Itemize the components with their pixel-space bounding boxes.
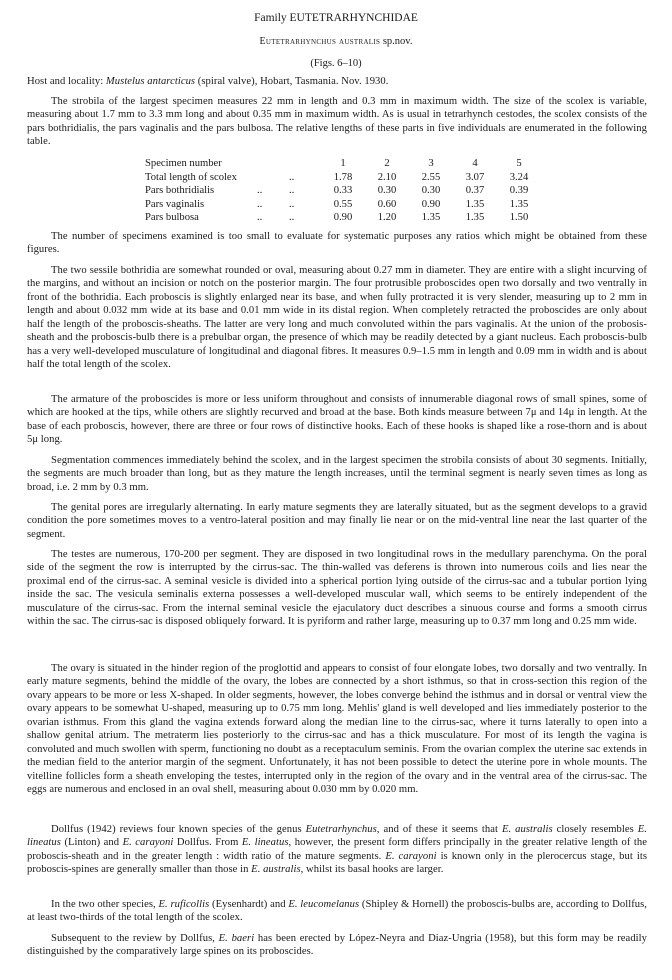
- host-locality-line: [27, 75, 647, 88]
- species-name: E. australis: [251, 864, 301, 876]
- table-cell: 0.33: [333, 185, 353, 197]
- text-run: is known only in the plerocercus stage, but its proboscis-spines are generally smaller than those in: [27, 850, 647, 876]
- paragraph-testes: [27, 548, 647, 629]
- table-dots: ..: [257, 198, 263, 210]
- table-cell: 2.10: [377, 171, 397, 183]
- table-cell: 0.90: [421, 198, 441, 210]
- paragraph-strobila: [27, 95, 647, 149]
- table-cell: 0.30: [421, 185, 441, 197]
- table-cell: 1.35: [421, 212, 441, 224]
- species-name: E. carayoni: [385, 850, 437, 862]
- text-run: Dollfus. From: [173, 837, 242, 849]
- text-run: has been erected by López-Neyra and Diaz-Ungria (1958), but this form may be readily distinguished by the comparatively large spines on its proboscides.: [27, 933, 647, 958]
- species-name: E. lineatus: [27, 824, 647, 849]
- table-dots: [257, 171, 289, 185]
- table-dots: ..: [289, 212, 295, 224]
- table-cell: 1.78: [333, 171, 353, 183]
- text-run: (Eysenhardt) and: [209, 899, 289, 910]
- table-col-header: 5: [516, 158, 522, 169]
- host-label: Host and locality:: [27, 76, 106, 87]
- species-name: E. carayoni: [122, 837, 174, 849]
- paragraph-genital-pores: [27, 501, 647, 541]
- table-row: [145, 211, 541, 225]
- species-heading: [0, 36, 672, 47]
- species-name: E. baeri: [218, 933, 255, 944]
- family-heading: Family EUTETRARHYNCHIDAE: [254, 12, 418, 24]
- table-cell: 3.07: [465, 171, 485, 183]
- table-cell: 3.24: [509, 171, 529, 183]
- table-cell: 2.55: [421, 171, 441, 183]
- text-run: , however, the present form differs principally in the greater relative length of the proboscis-sheath and in the greater length : width ratio of the mature segments.: [27, 837, 647, 862]
- table-col-header: 2: [384, 158, 390, 169]
- paragraph-text: The genital pores are irregularly alternating. In early mature segments they are laterally situated, but as the segment develops to a gravid condition the pore sometimes moves to a ventro-lateral position and may finally lie near or on the mid-ventral line near the last quarter of the segment.: [27, 502, 647, 540]
- paragraph-segmentation: [27, 454, 647, 494]
- table-cell: 1.50: [509, 212, 529, 224]
- row-label: Total length of scolex: [145, 171, 237, 183]
- paragraph-text: The two sessile bothridia are somewhat rounded or oval, measuring about 0.27 mm in diameter. They are entire with a slight incurving of the margins, and without an incision or notch on the posterior margin. The four protrusible proboscides open two dorsally and two ventrally in front of the bothridia. Each proboscis is slightly enlarged near its base, and when fully protracted it is very slender, measuring up to 2 mm in length and about 0.032 mm wide at its base and 0.01 mm wide in its distal region. When completely retracted the proboscides are only about half the length of the proboscis-sheaths. The latter are very long and much convoluted within the pars vaginalis. At the union of the probosis-sheath and the proboscis-bulb there is a prebulbar organ, the presence of which may be readily detected by a giant nucleus. Each proboscis-bulb has a very well-developed musculature of longitudinal and diagonal fibres. It measures 0.9–1.5 mm in length and 0.09 mm in width and is about half the total length of the scolex.: [27, 265, 647, 371]
- text-run: , and of these it seems that: [376, 824, 502, 835]
- table-cell: 1.20: [377, 212, 397, 224]
- species-name: E. ruficollis: [158, 899, 210, 910]
- host-rest: (spiral valve), Hobart, Tasmania. Nov. 1930.: [195, 76, 389, 87]
- species-name: E. leucomelanus: [288, 899, 360, 910]
- paragraph-armature: [27, 393, 647, 447]
- row-label: Pars bothridialis: [145, 185, 215, 197]
- table-cell: 0.30: [377, 185, 397, 197]
- species-suffix: sp.nov.: [382, 36, 413, 47]
- species-name: E. australis: [501, 824, 553, 835]
- text-run: In the two other species,: [51, 899, 159, 910]
- species-name: E. lineatus: [241, 837, 289, 849]
- paragraph-text: The armature of the proboscides is more or less uniform throughout and consists of innumerable diagonal rows of small spines, some of which are hooked at the tips, while others are slightly recurved and broad at the base. Both kinds measure between 7μ and 14μ in length. At the base of each proboscis, however, there are three or four rows of distinctive hooks. Each of these hooks is shaped like a rose-thorn and is about 5μ long.: [27, 394, 647, 446]
- host-species: Mustelus antarcticus: [105, 76, 196, 87]
- paragraph-text: Segmentation commences immediately behind the scolex, and in the largest specimen the strobila consists of about 30 segments. Initially, the segments are much broader than long, but as they mature the length increases, until the terminal segment is nearly seven times as long as broad, i.e. 2 mm by 0.3 mm.: [27, 455, 647, 493]
- table-dots: ..: [257, 212, 263, 224]
- paragraph-dollfus-review: [27, 823, 647, 877]
- table-col-header: 3: [428, 158, 434, 169]
- table-cell: 1.35: [465, 212, 485, 224]
- table-dots: ..: [257, 185, 263, 197]
- paragraph-ovary: [27, 662, 647, 797]
- text-run: , whilst its basal hooks are larger.: [300, 864, 444, 876]
- species-name: Eutetrarhynchus australis: [259, 36, 381, 47]
- figures-reference: (Figs. 6–10): [310, 58, 362, 69]
- text-run: (Linton) and: [60, 837, 123, 849]
- table-col-header: 4: [472, 158, 478, 169]
- paragraph-text: The testes are numerous, 170-200 per segment. They are disposed in two longitudinal rows in the medullary parenchyma. On the poral side of the segment the row is interrupted by the cirrus-sac. The thin-walled vas deferens is thrown into numerous coils and lies near the proximal end of the cirrus-sac. A seminal vesicle is divided into a spherical portion lying outside of the cirrus-sac and a tubular portion lying inside the sac. The vesicula seminalis externa possesses a well-developed muscular wall, which seems to be entirely independent of the musculature of the cirrus-sac. From the internal seminal vesicle the ejaculatory duct describes a sinuous course and forms a smooth cirrus within the sac. The cirrus-sac is disposed obliquely forward. It is pyriform and rather large, measuring up to 0.37 mm long and 0.25 mm wide.: [27, 549, 647, 628]
- table-dots: ..: [289, 171, 295, 183]
- table-header-row: [145, 157, 541, 171]
- text-run: Subsequent to the review by Dollfus,: [51, 933, 219, 944]
- table-cell: 1.35: [465, 198, 485, 210]
- table-dots: ..: [289, 198, 295, 210]
- table-row: [145, 171, 541, 185]
- table-col-header: 1: [340, 158, 346, 169]
- text-run: closely resembles: [552, 824, 638, 835]
- table-row: [145, 184, 541, 198]
- paragraph-subsequent: [27, 932, 647, 959]
- table-dots: [257, 157, 289, 171]
- table-cell: 0.37: [465, 185, 485, 197]
- row-label: Pars bulbosa: [145, 212, 199, 224]
- specimen-table: [145, 157, 541, 225]
- genus-name: Eutetrarhynchus: [305, 824, 377, 835]
- text-run: (Shipley & Hornell) the proboscis-bulbs are, according to Dollfus, at least two-thirds of the total length of the scolex.: [27, 899, 647, 924]
- table-dots: [289, 157, 321, 171]
- table-dots: ..: [289, 185, 295, 197]
- paragraph-text: The number of specimens examined is too small to evaluate for systematic purposes any ratios which might be obtained from these figures.: [27, 231, 647, 256]
- text-run: Dollfus (1942) reviews four known species of the genus: [51, 824, 306, 835]
- table-row: [145, 198, 541, 212]
- table-cell: 0.55: [333, 198, 353, 210]
- table-cell: 0.39: [509, 185, 529, 197]
- table-cell: 0.90: [333, 212, 353, 224]
- paragraph-other-species: [27, 898, 647, 925]
- table-cell: 0.60: [377, 198, 397, 210]
- paragraph-text: The strobila of the largest specimen measures 22 mm in length and 0.3 mm in maximum width. The size of the scolex is variable, measuring about 1.7 mm to 3.3 mm long and about 0.35 mm in maximum width. As is usual in tetrarhynch cestodes, the scolex consists of the pars bothridialis, the pars vaginalis and the pars bulbosa. The relative lengths of these parts in five individuals are enumerated in the following table.: [27, 96, 647, 148]
- table-header-label: Specimen number: [145, 158, 222, 169]
- paragraph-text: The ovary is situated in the hinder region of the proglottid and appears to consist of four elongate lobes, two dorsally and two ventrally. In early mature segments, behind the middle of the ovary, the lobes are connected by a short isthmus, so that in cross-section this region of the ovary appears to be more or less X-shaped. In older segments, however, the lobes converge behind the isthmus and in dorsal or ventral view the ovary appears to be somewhat U-shaped, measuring up to 0.75 mm long. Mehlis' gland is well developed and lies immediately posterior to the ovarian isthmus. From this gland the vagina extends forward along the median line to the cirrus-sac, where it turns laterally to open into a shallow genital atrium. The metraterm lies posteriorly to the cirrus-sac and has a thick musculature. For most of its length the vagina is convoluted and much swollen with sperm, functioning no doubt as a receptaculum seminis. From the ovarian complex the uterine sac extends in the median field to the anterior margin of the segment. Unfortunately, it has not been possible to detect the uterine pore in whole mounts. The vitelline follicles form a sheath enveloping the testes, interrupted only in the region of the ovary and in the ventral area of the cirrus-sac. The eggs are numerous and enclosed in an oval shell, measuring about 0.030 mm by 0.020 mm.: [27, 663, 647, 796]
- row-label: Pars vaginalis: [145, 198, 205, 210]
- paragraph-specimens: [27, 230, 647, 257]
- table-cell: 1.35: [509, 198, 529, 210]
- paragraph-bothridia: [27, 264, 647, 372]
